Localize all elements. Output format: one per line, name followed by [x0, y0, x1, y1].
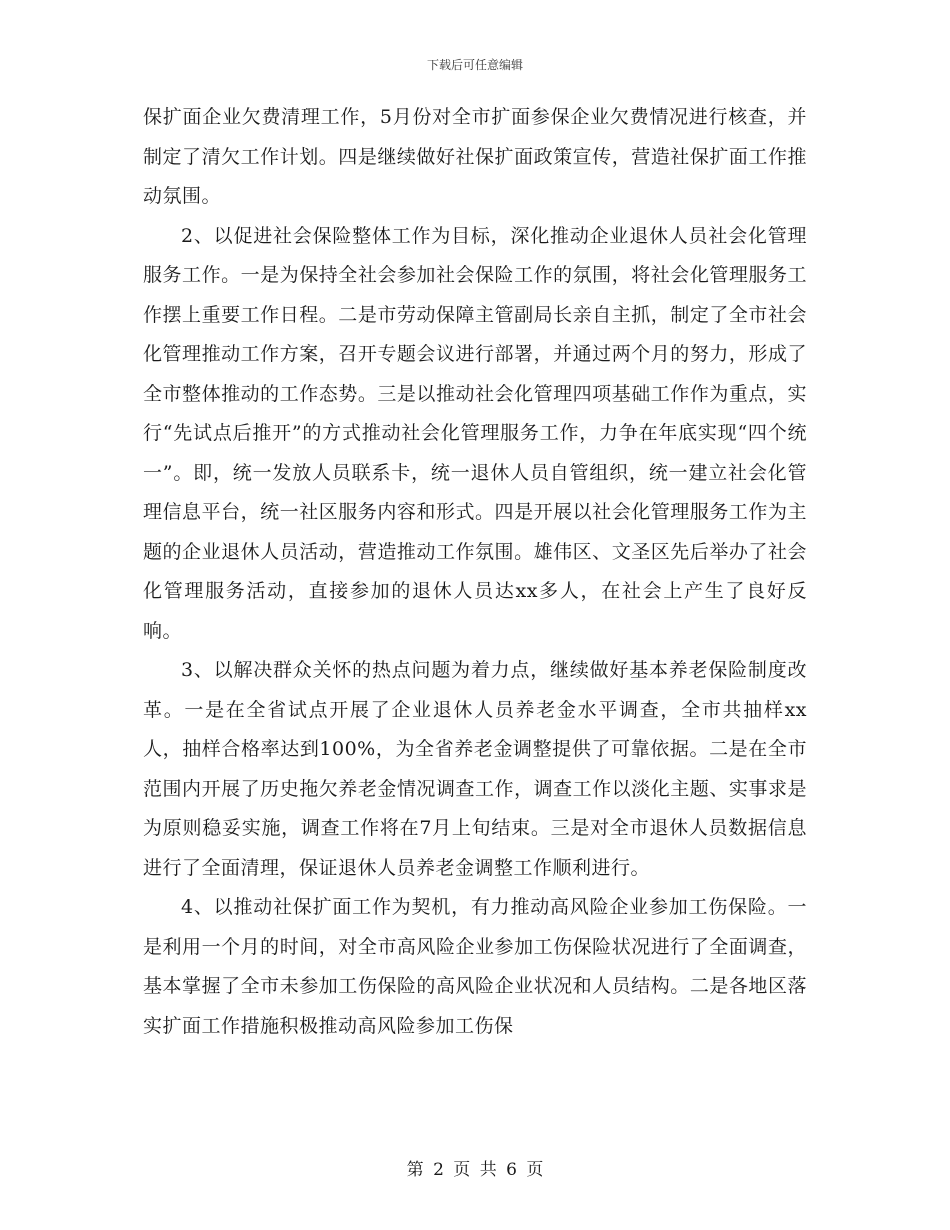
- paragraph-2: 2、以促进社会保险整体工作为目标，深化推动企业退休人员社会化管理服务工作。一是为保持全社会参加社会保险工作的氛围，将社会化管理服务工作摆上重要工作日程。二是市劳动保障主管副局长亲自主抓，制定了全市社会化管理推动工作方案，召开专题会议进行部署，并通过两个月的努力，形成了全市整体推动的工作态势。三是以推动社会化管理四项基础工作作为重点，实行“先试点后推开”的方式推动社会化管理服务工作，力争在年底实现“四个统一”。即，统一发放人员联系卡，统一退休人员自管组织，统一建立社会化管理信息平台，统一社区服务内容和形式。四是开展以社会化管理服务工作为主题的企业退休人员活动，营造推动工作氛围。雄伟区、文圣区先后举办了社会化管理服务活动，直接参加的退休人员达xx多人，在社会上产生了良好反响。: [143, 224, 807, 642]
- paragraph-4: 4、以推动社保扩面工作为契机，有力推动高风险企业参加工伤保险。一是利用一个月的时间，对全市高风险企业参加工伤保险状况进行了全面调查，基本掌握了全市未参加工伤保险的高风险企业状况和人员结构。二是各地区落实扩面工作措施积极推动高风险参加工伤保: [143, 896, 807, 1037]
- paragraph-1: 保扩面企业欠费清理工作，5月份对全市扩面参保企业欠费情况进行核查，并制定了清欠工作计划。四是继续做好社保扩面政策宣传，营造社保扩面工作推动氛围。: [143, 106, 807, 207]
- page-number-footer: 第 2 页 共 6 页: [406, 1160, 544, 1180]
- page-header: 下载后可任意编辑: [426, 58, 523, 72]
- document-body: [143, 98, 807, 1046]
- paragraph-3: 3、以解决群众关怀的热点问题为着力点，继续做好基本养老保险制度改革。一是在全省试点开展了企业退休人员养老金水平调查，全市共抽样xx人，抽样合格率达到100%，为全省养老金调整提供了可靠依据。二是在全市范围内开展了历史拖欠养老金情况调查工作，调查工作以淡化主题、实事求是为原则稳妥实施，调查工作将在7月上旬结束。三是对全市退休人员数据信息进行了全面清理，保证退休人员养老金调整工作顺利进行。: [143, 659, 807, 879]
